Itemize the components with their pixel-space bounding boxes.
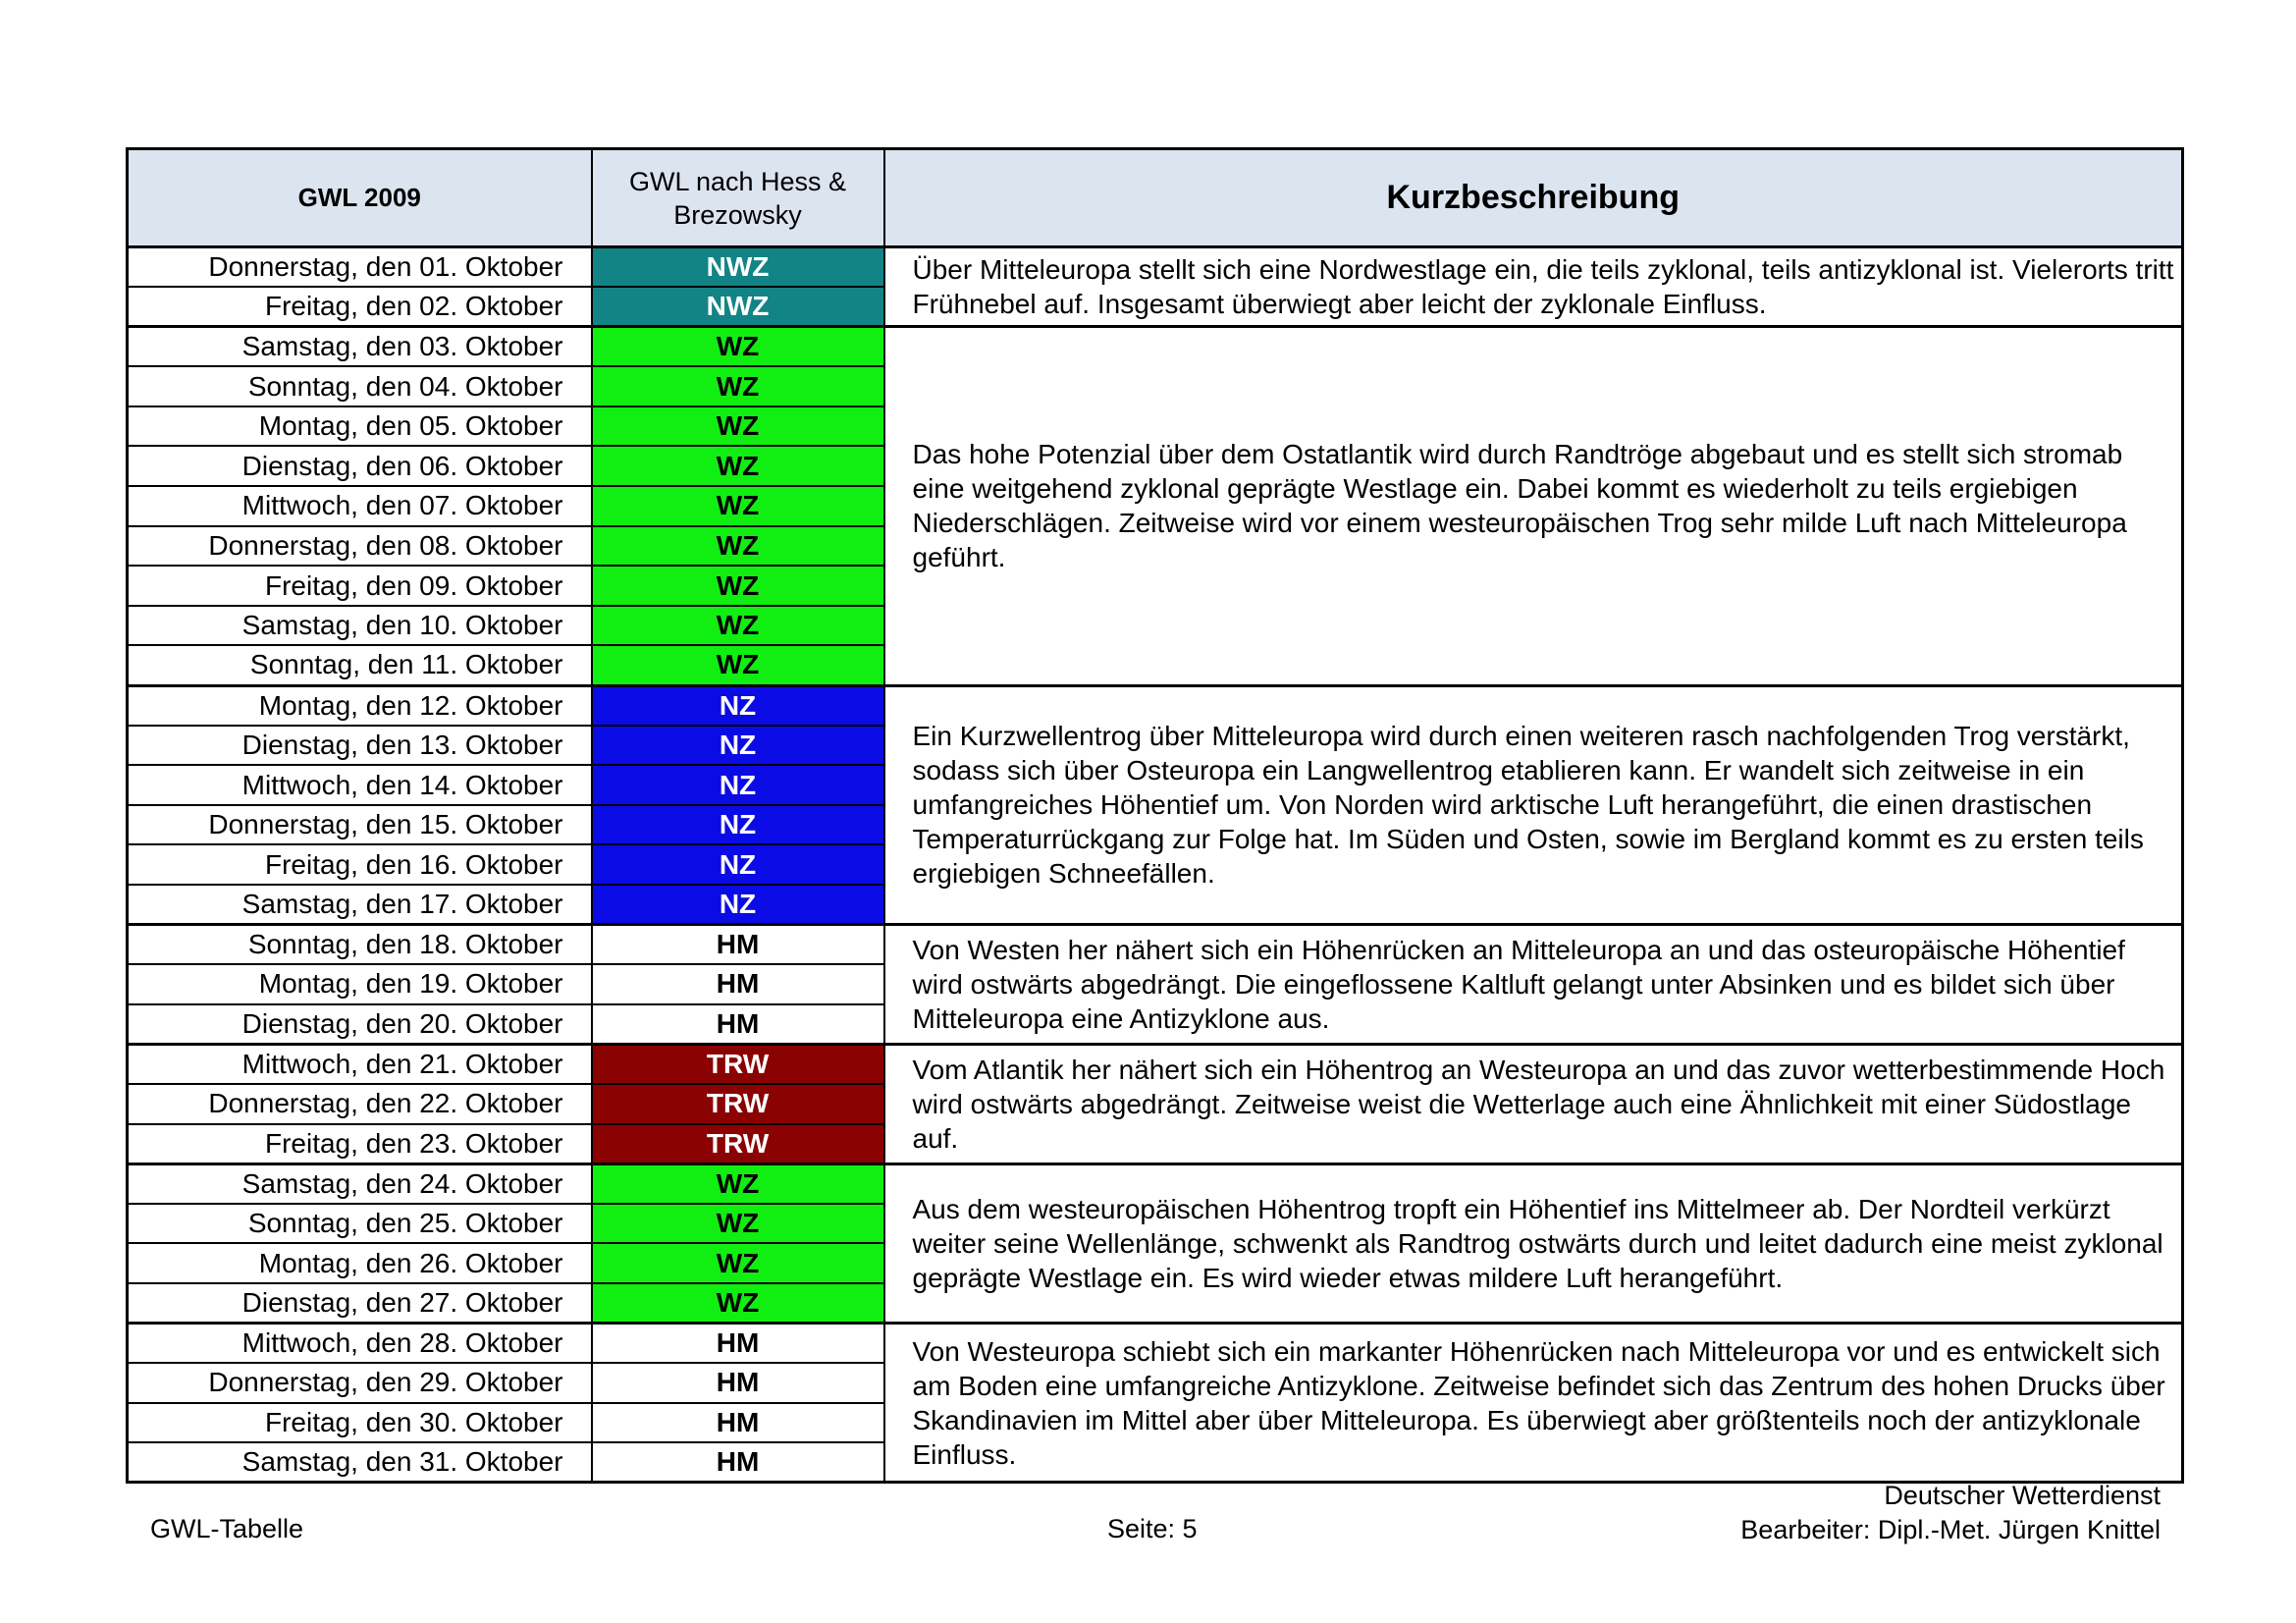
- date-cell: Samstag, den 31. Oktober: [128, 1442, 592, 1483]
- table-row: [128, 685, 2183, 726]
- gwl-code-cell: NZ: [592, 885, 884, 925]
- date-cell: Donnerstag, den 29. Oktober: [128, 1363, 592, 1403]
- table-body: [128, 247, 2183, 1483]
- date-cell: Freitag, den 09. Oktober: [128, 566, 592, 606]
- date-cell: Dienstag, den 27. Oktober: [128, 1283, 592, 1324]
- gwl-code-cell: TRW: [592, 1124, 884, 1164]
- date-cell: Dienstag, den 06. Oktober: [128, 446, 592, 486]
- date-cell: Freitag, den 30. Oktober: [128, 1403, 592, 1443]
- date-cell: Donnerstag, den 08. Oktober: [128, 526, 592, 567]
- gwl-code-cell: NZ: [592, 726, 884, 766]
- description-cell: Über Mitteleuropa stellt sich eine Nordwestlage ein, die teils zyklonal, teils antizyklonal ist. Vielerorts tritt Frühnebel auf. Insgesamt überwiegt aber leicht der zyklonale Einfluss.: [884, 247, 2183, 327]
- table-row: [128, 1044, 2183, 1084]
- gwl-code-cell: NZ: [592, 805, 884, 845]
- date-cell: Freitag, den 23. Oktober: [128, 1124, 592, 1164]
- footer-organization-name: Deutscher Wetterdienst: [1884, 1481, 2161, 1510]
- gwl-code-cell: TRW: [592, 1044, 884, 1084]
- gwl-code-cell: WZ: [592, 366, 884, 406]
- date-cell: Samstag, den 10. Oktober: [128, 606, 592, 646]
- description-cell: Ein Kurzwellentrog über Mitteleuropa wird durch einen weiteren rasch nachfolgenden Trog verstärkt, sodass sich über Osteuropa ein Langwellentrog etablieren kann. Er wandelt sich zeitweise in ein umfangreiches Höhentief um. Von Norden wird arktische Luft herangeführt, die einen drastischen Temperaturrückgang zur Folge hat. Im Süden und Osten, sowie im Bergland kommt es zu ersten teils ergiebigen Schneefällen.: [884, 685, 2183, 925]
- gwl-code-cell: HM: [592, 1442, 884, 1483]
- date-cell: Samstag, den 03. Oktober: [128, 327, 592, 367]
- date-cell: Sonntag, den 25. Oktober: [128, 1204, 592, 1244]
- date-cell: Mittwoch, den 14. Oktober: [128, 765, 592, 805]
- header-gwl-hess-brezowsky: GWL nach Hess & Brezowsky: [592, 149, 884, 247]
- gwl-code-cell: NZ: [592, 685, 884, 726]
- footer-editor: Bearbeiter: Dipl.-Met. Jürgen Knittel: [1740, 1515, 2161, 1544]
- gwl-code-cell: WZ: [592, 606, 884, 646]
- table-row: [128, 247, 2183, 288]
- gwl-code-cell: WZ: [592, 486, 884, 526]
- date-cell: Mittwoch, den 07. Oktober: [128, 486, 592, 526]
- date-cell: Montag, den 26. Oktober: [128, 1243, 592, 1283]
- gwl-code-cell: WZ: [592, 406, 884, 447]
- header-gwl-year: GWL 2009: [128, 149, 592, 247]
- date-cell: Samstag, den 24. Oktober: [128, 1163, 592, 1204]
- gwl-code-cell: HM: [592, 964, 884, 1004]
- footer-organization: [1740, 1479, 2161, 1547]
- gwl-code-cell: HM: [592, 1403, 884, 1443]
- gwl-code-cell: NZ: [592, 844, 884, 885]
- gwl-code-cell: HM: [592, 925, 884, 965]
- gwl-code-cell: WZ: [592, 566, 884, 606]
- gwl-table: [126, 147, 2184, 1484]
- date-cell: Montag, den 05. Oktober: [128, 406, 592, 447]
- footer-left: GWL-Tabelle: [150, 1514, 304, 1543]
- description-cell: Von Westeuropa schiebt sich ein markanter Höhenrücken nach Mitteleuropa vor und es entwickelt sich am Boden eine umfangreiche Antizyklone. Zeitweise befindet sich das Zentrum des hohen Drucks über Skandinavien im Mittel aber über Mitteleuropa. Es überwiegt aber größtenteils noch der antizyklonale Einfluss.: [884, 1324, 2183, 1483]
- description-cell: Aus dem westeuropäischen Höhentrog tropft ein Höhentief ins Mittelmeer ab. Der Nordteil verkürzt weiter seine Wellenlänge, schwenkt als Randtrog ostwärts durch und leitet dadurch eine meist zyklonal geprägte Westlage ein. Es wird wieder etwas mildere Luft herangeführt.: [884, 1163, 2183, 1323]
- table-row: [128, 925, 2183, 965]
- date-cell: Sonntag, den 04. Oktober: [128, 366, 592, 406]
- date-cell: Freitag, den 16. Oktober: [128, 844, 592, 885]
- gwl-code-cell: NWZ: [592, 287, 884, 327]
- gwl-code-cell: WZ: [592, 327, 884, 367]
- date-cell: Mittwoch, den 28. Oktober: [128, 1324, 592, 1364]
- description-cell: Von Westen her nähert sich ein Höhenrücken an Mitteleuropa an und das osteuropäische Höhentief wird ostwärts abgedrängt. Die eingeflossene Kaltluft gelangt unter Absinken und es bildet sich über Mitteleuropa eine Antizyklone aus.: [884, 925, 2183, 1045]
- description-cell: Das hohe Potenzial über dem Ostatlantik wird durch Randtröge abgebaut und es stellt sich stromab eine weitgehend zyklonal geprägte Westlage ein. Dabei kommt es wiederholt zu teils ergiebigen Niederschlägen. Zeitweise wird vor einem westeuropäischen Trog sehr milde Luft nach Mitteleuropa geführt.: [884, 327, 2183, 685]
- table-header-row: [128, 149, 2183, 247]
- date-cell: Freitag, den 02. Oktober: [128, 287, 592, 327]
- table-row: [128, 1163, 2183, 1204]
- table-row: [128, 327, 2183, 367]
- table-row: [128, 1324, 2183, 1364]
- header-kurzbeschreibung: Kurzbeschreibung: [884, 149, 2183, 247]
- gwl-code-cell: WZ: [592, 645, 884, 685]
- date-cell: Montag, den 19. Oktober: [128, 964, 592, 1004]
- gwl-code-cell: WZ: [592, 526, 884, 567]
- date-cell: Donnerstag, den 15. Oktober: [128, 805, 592, 845]
- date-cell: Sonntag, den 11. Oktober: [128, 645, 592, 685]
- gwl-code-cell: HM: [592, 1004, 884, 1045]
- description-cell: Vom Atlantik her nähert sich ein Höhentrog an Westeuropa an und das zuvor wetterbestimmende Hoch wird ostwärts abgedrängt. Zeitweise weist die Wetterlage auch eine Ähnlichkeit mit einer Südostlage auf.: [884, 1044, 2183, 1163]
- gwl-code-cell: NWZ: [592, 247, 884, 288]
- gwl-code-cell: HM: [592, 1324, 884, 1364]
- date-cell: Dienstag, den 20. Oktober: [128, 1004, 592, 1045]
- date-cell: Donnerstag, den 01. Oktober: [128, 247, 592, 288]
- date-cell: Montag, den 12. Oktober: [128, 685, 592, 726]
- date-cell: Dienstag, den 13. Oktober: [128, 726, 592, 766]
- gwl-code-cell: TRW: [592, 1084, 884, 1124]
- footer-page-number: Seite: 5: [1107, 1514, 1198, 1543]
- date-cell: Donnerstag, den 22. Oktober: [128, 1084, 592, 1124]
- gwl-code-cell: NZ: [592, 765, 884, 805]
- gwl-code-cell: WZ: [592, 446, 884, 486]
- date-cell: Sonntag, den 18. Oktober: [128, 925, 592, 965]
- gwl-code-cell: WZ: [592, 1163, 884, 1204]
- gwl-code-cell: WZ: [592, 1243, 884, 1283]
- date-cell: Mittwoch, den 21. Oktober: [128, 1044, 592, 1084]
- gwl-code-cell: WZ: [592, 1283, 884, 1324]
- gwl-code-cell: HM: [592, 1363, 884, 1403]
- gwl-code-cell: WZ: [592, 1204, 884, 1244]
- date-cell: Samstag, den 17. Oktober: [128, 885, 592, 925]
